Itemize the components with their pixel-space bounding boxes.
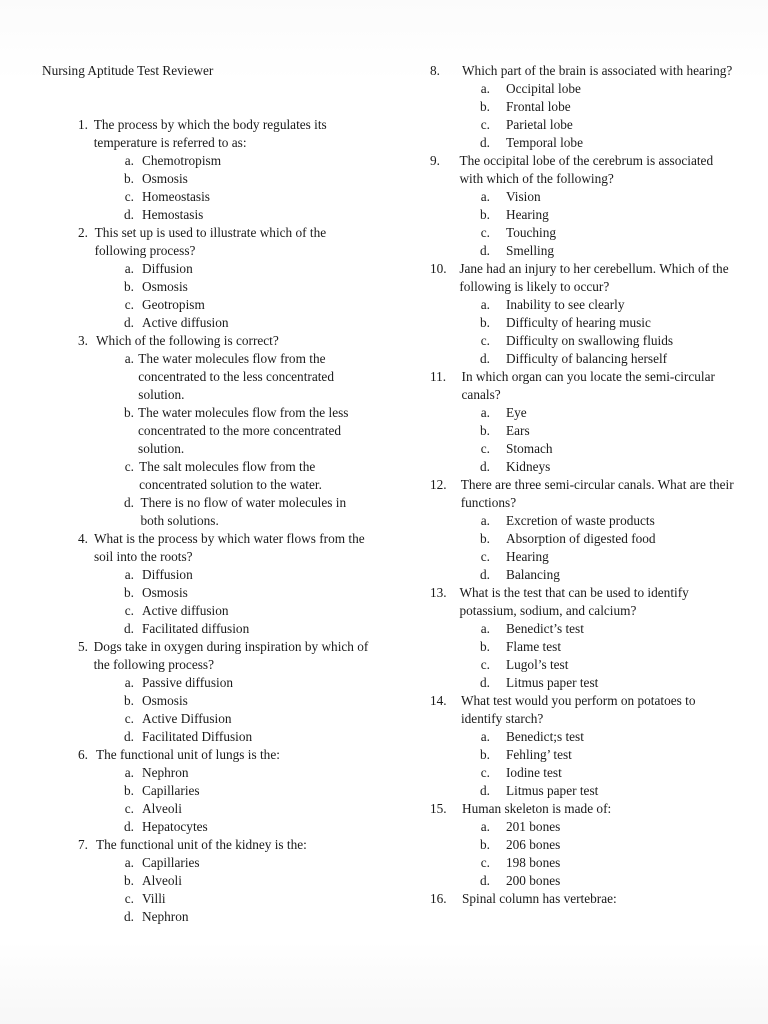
question-row bbox=[430, 800, 740, 818]
document-title: Nursing Aptitude Test Reviewer bbox=[42, 63, 214, 78]
question-item bbox=[430, 584, 740, 692]
option-text: Smelling bbox=[506, 243, 555, 258]
option-letter: a. bbox=[124, 675, 134, 690]
answer-option bbox=[430, 782, 740, 800]
question-number: 7. bbox=[78, 837, 88, 852]
option-letter: d. bbox=[124, 729, 134, 744]
question-number: 3. bbox=[78, 333, 88, 348]
answer-option bbox=[42, 854, 372, 872]
question-text: The occipital lobe of the cerebrum is associated with which of the following? bbox=[459, 153, 714, 186]
answer-option bbox=[430, 638, 740, 656]
answer-option bbox=[430, 242, 740, 260]
answer-option bbox=[430, 854, 740, 872]
answer-option bbox=[430, 404, 740, 422]
question-item bbox=[42, 116, 372, 224]
answer-option bbox=[430, 620, 740, 638]
answer-option bbox=[430, 116, 740, 134]
option-letter: d. bbox=[480, 567, 490, 582]
question-number: 11. bbox=[430, 369, 447, 384]
answer-option bbox=[430, 512, 740, 530]
question-row bbox=[430, 692, 740, 728]
option-text: Frontal lobe bbox=[506, 99, 571, 114]
question-row bbox=[430, 584, 740, 620]
option-text: Nephron bbox=[142, 765, 189, 780]
answer-option bbox=[42, 764, 372, 782]
option-letter: b. bbox=[124, 405, 134, 420]
option-text: Absorption of digested food bbox=[506, 531, 656, 546]
option-letter: b. bbox=[480, 99, 490, 114]
answer-option bbox=[430, 188, 740, 206]
option-text: Difficulty on swallowing fluids bbox=[506, 333, 674, 348]
option-text: Diffusion bbox=[142, 261, 193, 276]
question-number: 8. bbox=[430, 63, 440, 78]
option-letter: b. bbox=[124, 171, 134, 186]
option-text: Vision bbox=[506, 189, 541, 204]
option-letter: a. bbox=[480, 405, 490, 420]
answer-option bbox=[430, 566, 740, 584]
option-text: Touching bbox=[506, 225, 557, 240]
option-letter: d. bbox=[124, 495, 134, 510]
option-text: Flame test bbox=[506, 639, 562, 654]
question-row bbox=[430, 152, 740, 188]
option-text: Capillaries bbox=[142, 783, 200, 798]
question-text: Which of the following is correct? bbox=[96, 333, 279, 348]
option-letter: c. bbox=[480, 657, 490, 672]
question-number: 16. bbox=[430, 891, 447, 906]
question-text: Spinal column has vertebrae: bbox=[462, 891, 617, 906]
option-text: 198 bones bbox=[506, 855, 561, 870]
option-letter: a. bbox=[480, 513, 490, 528]
option-letter: d. bbox=[480, 243, 490, 258]
option-letter: a. bbox=[124, 261, 134, 276]
answer-option bbox=[42, 458, 372, 494]
option-letter: a. bbox=[124, 855, 134, 870]
option-text: Temporal lobe bbox=[506, 135, 583, 150]
question-text: Which part of the brain is associated with hearing? bbox=[462, 63, 733, 78]
option-letter: b. bbox=[480, 837, 490, 852]
question-item bbox=[42, 224, 372, 332]
answer-option bbox=[42, 566, 372, 584]
option-text: Hearing bbox=[506, 207, 549, 222]
option-text: Alveoli bbox=[142, 873, 182, 888]
option-text: Active Diffusion bbox=[142, 711, 232, 726]
option-letter: b. bbox=[124, 783, 134, 798]
option-text: Stomach bbox=[506, 441, 553, 456]
answer-option bbox=[42, 260, 372, 278]
answer-option bbox=[430, 80, 740, 98]
option-letter: a. bbox=[480, 819, 490, 834]
option-letter: b. bbox=[480, 315, 490, 330]
option-text: Lugol’s test bbox=[506, 657, 569, 672]
question-row bbox=[42, 332, 372, 350]
question-row bbox=[42, 224, 372, 260]
answer-option bbox=[430, 746, 740, 764]
question-item bbox=[42, 638, 372, 746]
option-letter: c. bbox=[480, 855, 490, 870]
answer-option bbox=[42, 170, 372, 188]
option-text: The salt molecules flow from the concentrated solution to the water. bbox=[139, 459, 322, 492]
option-text: Fehling’ test bbox=[506, 747, 572, 762]
option-letter: b. bbox=[124, 873, 134, 888]
question-item bbox=[430, 890, 740, 908]
option-letter: c. bbox=[480, 117, 490, 132]
question-number: 14. bbox=[430, 693, 447, 708]
question-text: What is the process by which water flows from the soil into the roots? bbox=[93, 531, 365, 564]
option-letter: a. bbox=[480, 621, 490, 636]
answer-option bbox=[42, 296, 372, 314]
answer-option bbox=[42, 710, 372, 728]
option-letter: d. bbox=[480, 135, 490, 150]
option-letter: d. bbox=[480, 783, 490, 798]
option-letter: d. bbox=[480, 351, 490, 366]
answer-option bbox=[42, 620, 372, 638]
option-letter: a. bbox=[480, 297, 490, 312]
question-text: Human skeleton is made of: bbox=[462, 801, 612, 816]
answer-option bbox=[430, 224, 740, 242]
option-letter: c. bbox=[124, 459, 134, 474]
question-row bbox=[430, 368, 740, 404]
option-text: Benedict;s test bbox=[506, 729, 584, 744]
answer-option bbox=[42, 800, 372, 818]
option-text: Kidneys bbox=[506, 459, 551, 474]
option-letter: d. bbox=[124, 909, 134, 924]
answer-option bbox=[42, 890, 372, 908]
question-item bbox=[430, 368, 740, 476]
option-letter: b. bbox=[124, 279, 134, 294]
option-letter: c. bbox=[124, 603, 134, 618]
answer-option bbox=[430, 332, 740, 350]
option-text: Osmosis bbox=[142, 171, 188, 186]
answer-option bbox=[430, 656, 740, 674]
option-letter: a. bbox=[124, 351, 134, 366]
option-text: Litmus paper test bbox=[506, 675, 599, 690]
option-text: Eye bbox=[506, 405, 527, 420]
question-item bbox=[42, 530, 372, 638]
option-letter: a. bbox=[124, 567, 134, 582]
answer-option bbox=[42, 908, 372, 926]
question-number: 13. bbox=[430, 585, 447, 600]
left-column bbox=[42, 62, 372, 926]
answer-option bbox=[430, 134, 740, 152]
question-list-left bbox=[42, 116, 372, 926]
answer-option bbox=[42, 674, 372, 692]
question-text: Dogs take in oxygen during inspiration by which of the following process? bbox=[93, 639, 369, 672]
question-text: The functional unit of the kidney is the: bbox=[96, 837, 307, 852]
answer-option bbox=[42, 206, 372, 224]
option-text: Ears bbox=[506, 423, 530, 438]
question-text: Jane had an injury to her cerebellum. Which of the following is likely to occur? bbox=[459, 261, 729, 294]
question-text: There are three semi-circular canals. What are their functions? bbox=[460, 477, 734, 510]
answer-option bbox=[42, 314, 372, 332]
question-item bbox=[430, 800, 740, 890]
answer-option bbox=[430, 872, 740, 890]
answer-option bbox=[430, 674, 740, 692]
right-column bbox=[430, 62, 740, 908]
answer-option bbox=[42, 404, 372, 458]
option-letter: a. bbox=[480, 81, 490, 96]
option-text: Occipital lobe bbox=[506, 81, 581, 96]
option-text: Parietal lobe bbox=[506, 117, 573, 132]
question-row bbox=[430, 62, 740, 80]
question-row bbox=[42, 638, 372, 674]
question-number: 15. bbox=[430, 801, 447, 816]
option-letter: a. bbox=[480, 189, 490, 204]
question-text: What test would you perform on potatoes to identify starch? bbox=[460, 693, 696, 726]
option-letter: d. bbox=[480, 873, 490, 888]
option-text: Excretion of waste products bbox=[506, 513, 655, 528]
option-text: Difficulty of balancing herself bbox=[506, 351, 668, 366]
answer-option bbox=[42, 602, 372, 620]
option-text: Iodine test bbox=[506, 765, 562, 780]
question-item bbox=[430, 476, 740, 584]
answer-option bbox=[430, 764, 740, 782]
question-number: 1. bbox=[78, 117, 88, 132]
option-text: Geotropism bbox=[142, 297, 205, 312]
question-number: 6. bbox=[78, 747, 88, 762]
option-letter: b. bbox=[124, 693, 134, 708]
question-number: 4. bbox=[78, 531, 88, 546]
question-row bbox=[430, 890, 740, 908]
option-letter: c. bbox=[124, 801, 134, 816]
answer-option bbox=[430, 818, 740, 836]
question-number: 9. bbox=[430, 153, 440, 168]
option-text: Hemostasis bbox=[142, 207, 204, 222]
option-text: Osmosis bbox=[142, 585, 188, 600]
question-row bbox=[430, 260, 740, 296]
option-letter: c. bbox=[480, 765, 490, 780]
question-item bbox=[430, 62, 740, 152]
answer-option bbox=[430, 98, 740, 116]
answer-option bbox=[42, 494, 372, 530]
answer-option bbox=[42, 818, 372, 836]
option-letter: b. bbox=[480, 747, 490, 762]
option-letter: c. bbox=[480, 333, 490, 348]
answer-option bbox=[42, 278, 372, 296]
question-item bbox=[42, 332, 372, 530]
question-row bbox=[42, 116, 372, 152]
option-text: Hearing bbox=[506, 549, 549, 564]
option-text: The water molecules flow from the concentrated to the less concentrated solution. bbox=[138, 351, 334, 402]
option-letter: c. bbox=[124, 711, 134, 726]
option-text: Balancing bbox=[506, 567, 560, 582]
option-letter: d. bbox=[124, 819, 134, 834]
answer-option bbox=[430, 422, 740, 440]
question-item bbox=[42, 746, 372, 836]
option-text: Benedict’s test bbox=[506, 621, 584, 636]
option-text: Osmosis bbox=[142, 693, 188, 708]
question-row bbox=[42, 836, 372, 854]
option-text: Inability to see clearly bbox=[506, 297, 625, 312]
question-text: This set up is used to illustrate which of the following process? bbox=[94, 225, 327, 258]
answer-option bbox=[42, 692, 372, 710]
answer-option bbox=[42, 728, 372, 746]
question-item bbox=[42, 836, 372, 926]
question-item bbox=[430, 692, 740, 800]
option-text: There is no flow of water molecules in both solutions. bbox=[140, 495, 347, 528]
question-row bbox=[430, 476, 740, 512]
answer-option bbox=[430, 530, 740, 548]
option-letter: c. bbox=[124, 297, 134, 312]
option-text: Capillaries bbox=[142, 855, 200, 870]
answer-option bbox=[430, 206, 740, 224]
answer-option bbox=[430, 836, 740, 854]
option-text: Hepatocytes bbox=[142, 819, 208, 834]
option-text: 201 bones bbox=[506, 819, 561, 834]
option-letter: a. bbox=[124, 153, 134, 168]
option-letter: a. bbox=[124, 765, 134, 780]
option-letter: c. bbox=[124, 189, 134, 204]
option-text: Difficulty of hearing music bbox=[506, 315, 651, 330]
answer-option bbox=[430, 314, 740, 332]
option-letter: b. bbox=[124, 585, 134, 600]
option-letter: b. bbox=[480, 639, 490, 654]
answer-option bbox=[430, 440, 740, 458]
option-letter: b. bbox=[480, 207, 490, 222]
option-text: Villi bbox=[142, 891, 166, 906]
option-letter: c. bbox=[480, 441, 490, 456]
question-item bbox=[430, 152, 740, 260]
option-letter: c. bbox=[480, 549, 490, 564]
question-text: The functional unit of lungs is the: bbox=[96, 747, 280, 762]
option-text: Diffusion bbox=[142, 567, 193, 582]
option-letter: d. bbox=[124, 315, 134, 330]
option-text: 200 bones bbox=[506, 873, 561, 888]
answer-option bbox=[430, 728, 740, 746]
option-text: Alveoli bbox=[142, 801, 182, 816]
question-row bbox=[42, 746, 372, 764]
option-text: Nephron bbox=[142, 909, 189, 924]
option-letter: b. bbox=[480, 531, 490, 546]
option-text: Litmus paper test bbox=[506, 783, 599, 798]
answer-option bbox=[430, 548, 740, 566]
option-letter: a. bbox=[480, 729, 490, 744]
question-item bbox=[430, 260, 740, 368]
answer-option bbox=[430, 458, 740, 476]
question-number: 12. bbox=[430, 477, 447, 492]
option-letter: d. bbox=[480, 459, 490, 474]
option-text: The water molecules flow from the less concentrated to the more concentrated solution. bbox=[138, 405, 349, 456]
answer-option bbox=[430, 350, 740, 368]
option-text: Facilitated diffusion bbox=[142, 621, 250, 636]
answer-option bbox=[42, 350, 372, 404]
option-text: Osmosis bbox=[142, 279, 188, 294]
option-letter: d. bbox=[124, 207, 134, 222]
option-text: Homeostasis bbox=[142, 189, 210, 204]
question-number: 5. bbox=[78, 639, 88, 654]
option-letter: c. bbox=[480, 225, 490, 240]
option-text: 206 bones bbox=[506, 837, 561, 852]
option-text: Active diffusion bbox=[142, 315, 229, 330]
answer-option bbox=[42, 188, 372, 206]
option-text: Chemotropism bbox=[142, 153, 222, 168]
answer-option bbox=[42, 584, 372, 602]
question-text: The process by which the body regulates its temperature is referred to as: bbox=[93, 117, 327, 150]
question-number: 2. bbox=[78, 225, 88, 240]
option-letter: b. bbox=[480, 423, 490, 438]
answer-option bbox=[42, 152, 372, 170]
option-text: Active diffusion bbox=[142, 603, 229, 618]
question-text: In which organ can you locate the semi-circular canals? bbox=[461, 369, 715, 402]
option-letter: c. bbox=[124, 891, 134, 906]
answer-option bbox=[430, 296, 740, 314]
question-row bbox=[42, 530, 372, 566]
question-text: What is the test that can be used to identify potassium, sodium, and calcium? bbox=[459, 585, 689, 618]
option-text: Facilitated Diffusion bbox=[142, 729, 253, 744]
answer-option bbox=[42, 872, 372, 890]
question-list-right bbox=[430, 62, 740, 908]
option-letter: d. bbox=[124, 621, 134, 636]
option-letter: d. bbox=[480, 675, 490, 690]
option-text: Passive diffusion bbox=[142, 675, 233, 690]
answer-option bbox=[42, 782, 372, 800]
question-number: 10. bbox=[430, 261, 447, 276]
